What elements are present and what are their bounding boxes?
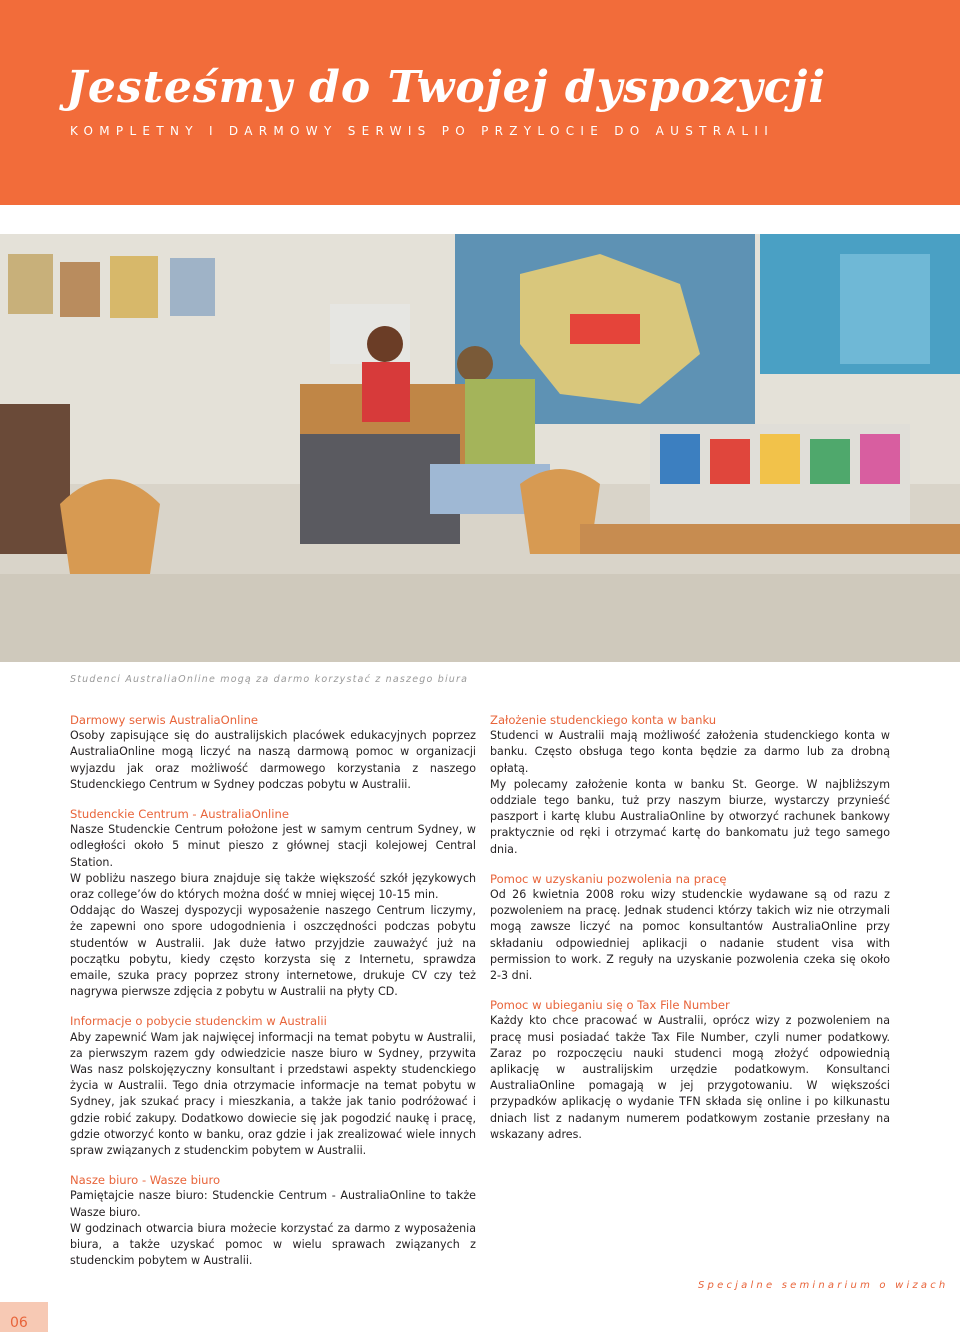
section-paragraph: Każdy kto chce pracować w Australii, oprócz wizy z pozwoleniem na pracę musi posiadać także Tax File Number, czyli numer podatkowy. Zaraz po rozpoczęciu nauki studenci mogą złożyć odpowiednią aplikację w australijskim urzędzie podatkowym. Konsultanci AustraliaOnline pomagają w jej przygotowaniu. W większości przypadków aplikację o wydanie TFN składa się online i po kilkunastu dniach list z nadanym numerem podatkowym zostanie przesłany na wskazany adres. [490,1014,890,1141]
right-column [490,712,890,1156]
section-work-permit [490,871,890,984]
section-paragraph: My polecamy założenie konta w banku St. George. W najbliższym oddziale tego banku, tuż przy naszym biurze, wystarczy przynieść paszport i kartę klubu AustraliaOnline by otworzyć rachunek bankowy praktycznie od ręki i otrzymać kartę do bankomatu już tego samego dnia. [490,777,890,856]
section-heading: Założenie studenckiego konta w banku [490,713,717,727]
section-paragraph: Studenci w Australii mają możliwość założenia studenckiego konta w banku. Często obsługa tego konta będzie za darmo lub za drobną opłatą. [490,729,890,775]
page-title: Jesteśmy do Twojej dyspozycji [66,62,827,113]
section-heading: Nasze biuro - Wasze biuro [70,1173,221,1188]
photo-caption: Studenci AustraliaOnline mogą za darmo korzystać z naszego biura [70,674,469,685]
section-heading: Studenckie Centrum - AustraliaOnline [70,807,289,822]
section-heading: Darmowy serwis AustraliaOnline [70,713,259,727]
section-paragraph: Osoby zapisujące się do australijskich placówek edukacyjnych poprzez AustraliaOnline mogą liczyć na naszą darmową pomoc w organizacji wyjazdu jak oraz możliwość darmowego korzystania z naszego Studenckiego Centrum w Sydney podczas pobytu w Australii. [70,729,476,791]
header-banner [0,0,960,205]
left-column [70,712,476,1283]
office-photo [0,234,960,662]
section-tax-file-number [490,997,890,1143]
section-heading: Pomoc w uzyskaniu pozwolenia na pracę [490,871,727,886]
page-number: 06 [10,1315,28,1331]
section-our-office [70,1172,476,1269]
section-bank-account [490,712,890,858]
section-student-info [70,1013,476,1159]
next-section-label: Specjalne seminarium o wizach [698,1280,949,1291]
page-subtitle: KOMPLETNY I DARMOWY SERWIS PO PRZYLOCIE DO AUSTRALII [70,124,775,138]
section-paragraph: W godzinach otwarcia biura możecie korzystać za darmo z wyposażenia biura, a także uzyskać pomoc w wielu sprawach związanych z studenckim pobytem w Australii. [70,1221,476,1268]
section-paragraph: W pobliżu naszego biura znajduje się także większość szkół językowych oraz college’ów do których można dość w mniej więcej 10-15 min. [70,871,476,902]
section-free-service [70,712,476,793]
section-paragraph: Od 26 kwietnia 2008 roku wizy studenckie wydawane są od razu z pozwoleniem na pracę. Jednak studenci którzy takich wiz nie otrzymali mogą zawsze liczyć na pomoc konsultantów AustraliaOnline przy składaniu odpowiedniej aplikacji o nadanie student visa with permission to work. Z reguły na uzyskanie pozwolenia czeka się około 2-3 dni. [490,888,890,983]
section-heading: Informacje o pobycie studenckim w Australii [70,1014,327,1029]
section-paragraph: Oddając do Waszej dyspozycji wyposażenie naszego Centrum liczymy, że zapewni ono spore udogodnienia i oszczędności podczas pobytu studentów w Australii. Jak duże łatwo przyjdzie zauważyć już na początku pobytu, kiedy często korzysta się z Internetu, sprawdza emaile, szuka pracy poprzez strony internetowe, drukuje CV czy też nagrywa pierwsze zdjęcia z pobytu w Australii na płyty CD. [70,904,476,999]
section-paragraph: Aby zapewnić Wam jak najwięcej informacji na temat pobytu w Australii, za pierwszym razem gdy odwiedzicie nasze biuro w Sydney, przywita Was nasz polskojęzyczny konsultant i przedstawi aspekty studenckiego życia w Australii. Tego dnia otrzymacie informacje na temat pobytu w Sydney, jak szukać pracy i mieszkania, a także jak tanio podróżować i gdzie robić zakupy. Dodatkowo dowiecie się jak pogodzić naukę i pracę, gdzie otworzyć konto w banku, oraz gdzie i jak zrealizować wiele innych spraw związanych z studenckim pobytem w Australii. [70,1030,476,1158]
section-heading: Pomoc w ubieganiu się o Tax File Number [490,998,730,1013]
section-student-centre [70,806,476,1000]
section-paragraph: Nasze Studenckie Centrum położone jest w samym centrum Sydney, w odległości około 5 minut pieszo z głównej stacji kolejowej Central Station. [70,823,476,869]
section-paragraph: Pamiętajcie nasze biuro: Studenckie Centrum - AustraliaOnline to także Wasze biuro. [70,1189,476,1219]
